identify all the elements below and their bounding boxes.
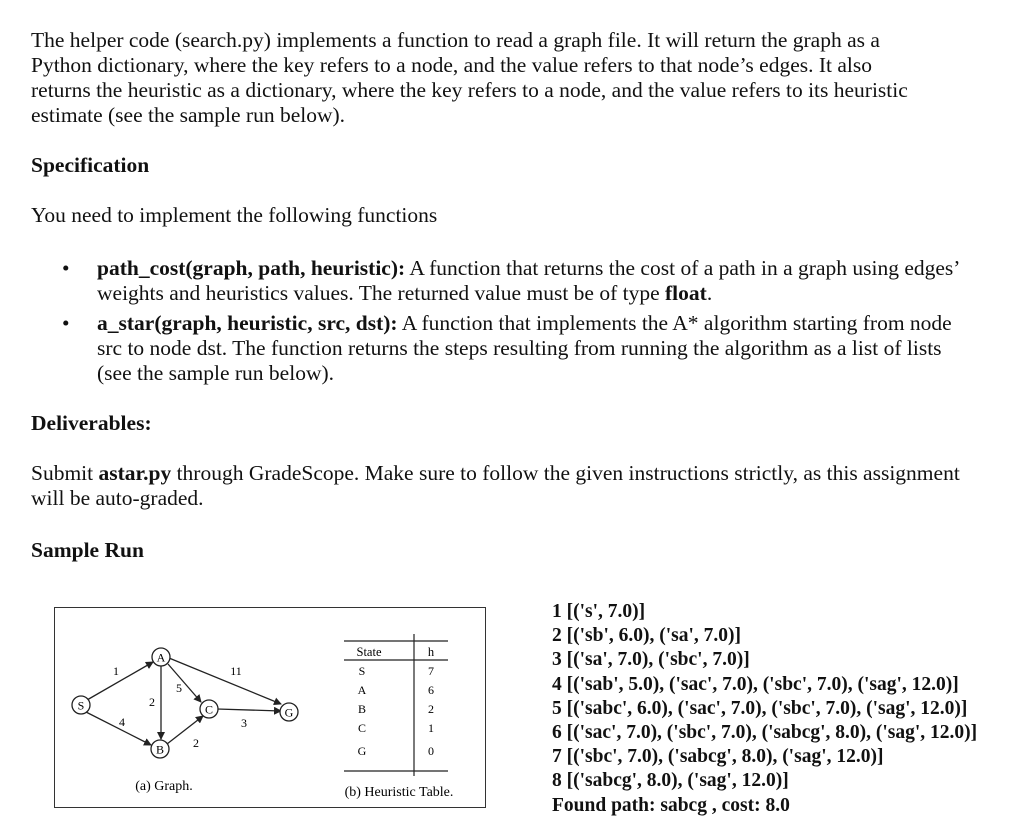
output-line: 7 [('sbc', 7.0), ('sabcg', 8.0), ('sag', 12.0)] <box>552 746 884 768</box>
punctuation: . <box>706 281 713 305</box>
table-cell: B <box>357 702 367 716</box>
graph-figure <box>55 608 487 809</box>
function-signature: a_star(graph, heuristic, src, dst): <box>97 311 398 335</box>
bullet-icon: • <box>62 256 70 280</box>
table-header: h <box>427 645 435 659</box>
list-item <box>62 311 962 386</box>
graph-caption: (a) Graph. <box>135 779 193 794</box>
bullet-icon: • <box>62 311 70 335</box>
deliverables-text: through GradeScope. Make sure to follow the given instructions strictly, as this assignment will be auto-graded. <box>31 461 960 510</box>
intro-line: returns the heuristic as a dictionary, where the key refers to a node, and the value refers to its heuristic <box>31 78 908 102</box>
edge-weight-label: 3 <box>241 716 247 730</box>
function-signature: path_cost(graph, path, heuristic): <box>97 256 406 280</box>
node-label: B <box>155 742 165 757</box>
intro-line: The helper code (search.py) implements a function to read a graph file. It will return the graph as a <box>31 28 880 52</box>
table-cell: 6 <box>428 683 434 697</box>
figure-box <box>54 607 486 808</box>
table-cell: 0 <box>428 744 434 758</box>
output-line: 6 [('sac', 7.0), ('sbc', 7.0), ('sabcg', 8.0), ('sag', 12.0)] <box>552 722 978 744</box>
specification-heading: Specification <box>31 153 150 177</box>
function-description: A function that returns the cost of a path in a graph using edges’ weights and heuristics values. The returned value must be of type <box>97 256 959 305</box>
table-cell: 2 <box>428 702 434 716</box>
output-line: Found path: sabcg , cost: 8.0 <box>552 794 790 816</box>
node-label: S <box>77 698 85 713</box>
edge-weight-label: 2 <box>149 695 155 709</box>
table-caption: (b) Heuristic Table. <box>344 785 454 800</box>
heuristic-table <box>344 634 448 776</box>
table-cell: 7 <box>428 664 434 678</box>
deliverables-text: Submit <box>31 461 99 485</box>
table-cell: S <box>358 664 366 678</box>
deliverables-heading: Deliverables: <box>31 411 152 435</box>
file-name: astar.py <box>98 461 172 485</box>
table-cell: 1 <box>428 721 434 735</box>
output-line: 5 [('sabc', 6.0), ('sac', 7.0), ('sbc', 7.0), ('sag', 12.0)] <box>552 697 968 719</box>
list-item <box>62 256 962 306</box>
node-label: G <box>284 705 294 720</box>
edge-s-a <box>87 662 153 700</box>
edge-weight-label: 5 <box>176 681 182 695</box>
table-header: State <box>356 645 382 659</box>
sample-run-output <box>552 600 1002 818</box>
deliverables-paragraph <box>31 461 981 511</box>
function-description: A function that implements the A* algorithm starting from node src to node dst. The function returns the steps resulting from running the algorithm as a list of lists (see the sample run below). <box>97 311 952 385</box>
edge-weight-label: 4 <box>119 715 125 729</box>
edge-weight-label: 11 <box>230 664 242 678</box>
output-line: 1 [('s', 7.0)] <box>552 601 646 622</box>
edge-weight-label: 1 <box>113 664 119 678</box>
specification-intro: You need to implement the following functions <box>31 203 438 227</box>
intro-line: estimate (see the sample run below). <box>31 103 346 127</box>
output-line: 8 [('sabcg', 8.0), ('sag', 12.0)] <box>552 770 789 792</box>
intro-line: Python dictionary, where the key refers to a node, and the value refers to that node’s edges. It also <box>31 53 873 77</box>
sample-run-heading: Sample Run <box>31 538 144 562</box>
table-cell: G <box>357 744 367 758</box>
graph-node <box>152 648 170 666</box>
type-name: float <box>665 281 707 305</box>
edge-weight-label: 2 <box>193 736 199 750</box>
graph-node <box>151 740 169 758</box>
output-line: 3 [('sa', 7.0), ('sbc', 7.0)] <box>552 649 750 671</box>
table-cell: C <box>357 721 367 735</box>
output-line: 2 [('sb', 6.0), ('sa', 7.0)] <box>552 625 742 647</box>
edge-a-g <box>169 658 281 704</box>
node-label: C <box>204 702 214 717</box>
function-list <box>62 256 962 391</box>
output-line: 4 [('sab', 5.0), ('sac', 7.0), ('sbc', 7.0), ('sag', 12.0)] <box>552 673 959 695</box>
table-cell: A <box>357 683 367 697</box>
graph-node <box>280 703 298 721</box>
graph-node <box>72 696 90 714</box>
node-label: A <box>156 650 166 665</box>
intro-paragraph <box>31 28 981 128</box>
edge-c-g <box>217 709 281 711</box>
graph-node <box>200 700 218 718</box>
